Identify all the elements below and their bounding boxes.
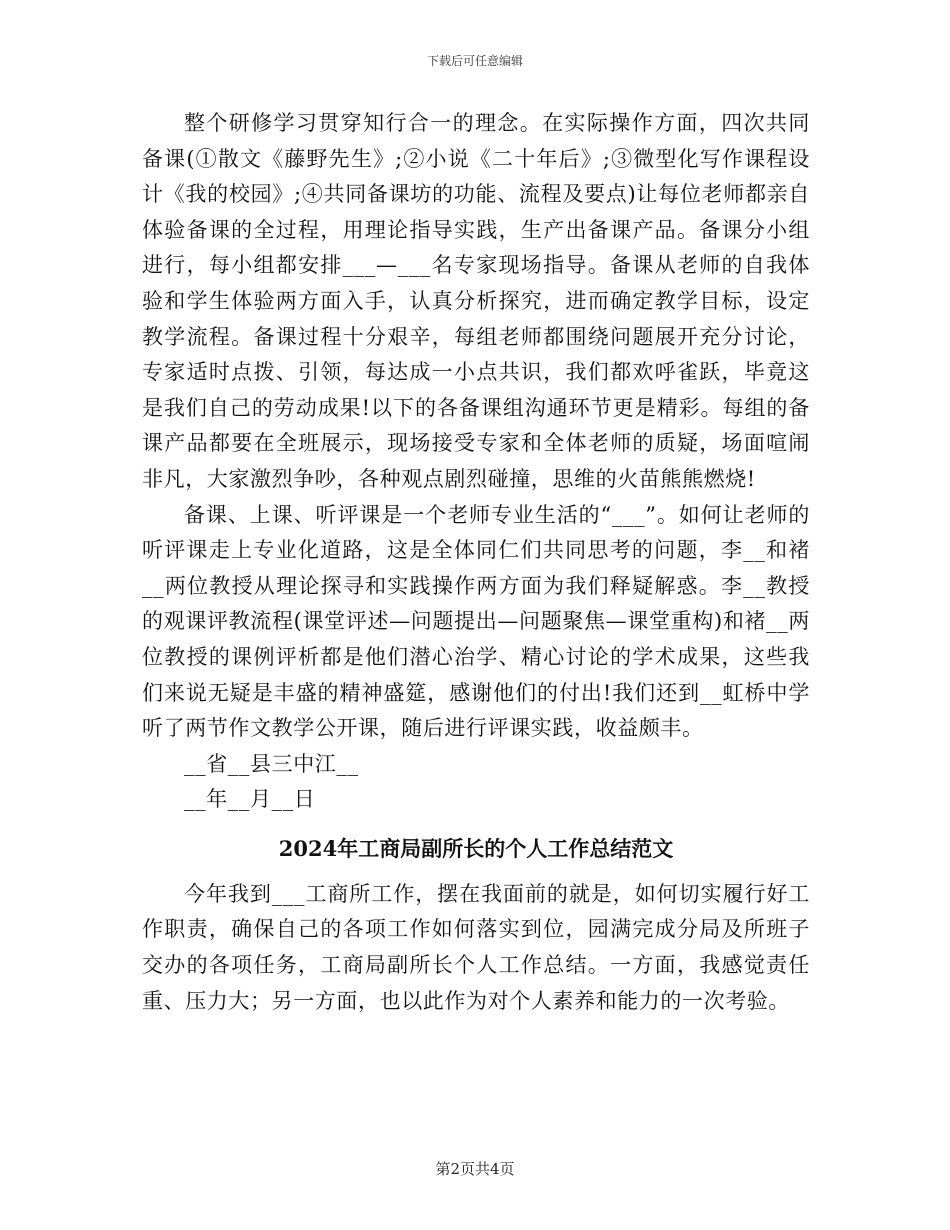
date-line: __年__月__日 bbox=[184, 787, 316, 812]
page-number: 第2页共4页 bbox=[435, 1160, 515, 1178]
section-title: 2024年工商局副所长的个人工作总结范文 bbox=[278, 835, 674, 861]
body-paragraph-1: 整个研修学习贯穿知行合一的理念。在实际操作方面，四次共同备课(①散文《藤野先生》;②小说《二十年后》;③微型化写作课程设计《我的校园》;④共同备课坊的功能、流程及要点)让每位老师都亲自体验备课的全过程，用理论指导实践，生产出备课产品。备课分小组进行，每小组都安排___—___名专家现场指导。备课从老师的自我体验和学生体验两方面入手，认真分析探究，进而确定教学目标，设定教学流程。备课过程十分艰辛，每组老师都围绕问题展开充分讨论，专家适时点拨、引领，每达成一小点共识，我们都欢呼雀跃，毕竟这是我们自己的劳动成果!以下的各备课组沟通环节更是精彩。每组的备课产品都要在全班展示，现场接受专家和全体老师的质疑，场面喧闹非凡，大家激烈争吵，各种观点剧烈碰撞，思维的火苗熊熊燃烧! bbox=[142, 111, 810, 491]
document-body bbox=[142, 106, 810, 1019]
section-paragraph-1: 今年我到___工商所工作，摆在我面前的就是，如何切实履行好工作职责，确保自己的各项工作如何落实到位，园满完成分局及所班子交办的各项任务，工商局副所长个人工作总结。一方面，我感觉责任重、压力大；另一方面，也以此作为对个人素养和能力的一次考验。 bbox=[142, 881, 810, 1013]
page-header: 下载后可任意编辑 bbox=[426, 54, 523, 68]
signature-line: __省__县三中江__ bbox=[184, 751, 359, 776]
body-paragraph-2: 备课、上课、听评课是一个老师专业生活的“___”。如何让老师的听评课走上专业化道路，这是全体同仁们共同思考的问题，李__和褚__两位教授从理论探寻和实践操作两方面为我们释疑解惑。李__教授的观课评教流程(课堂评述—问题提出—问题聚焦—课堂重构)和褚__两位教授的课例评析都是他们潜心治学、精心讨论的学术成果，这些我们来说无疑是丰盛的精神盛筵，感谢他们的付出!我们还到__虹桥中学听了两节作文教学公开课，随后进行评课实践，收益颇丰。 bbox=[142, 502, 810, 741]
